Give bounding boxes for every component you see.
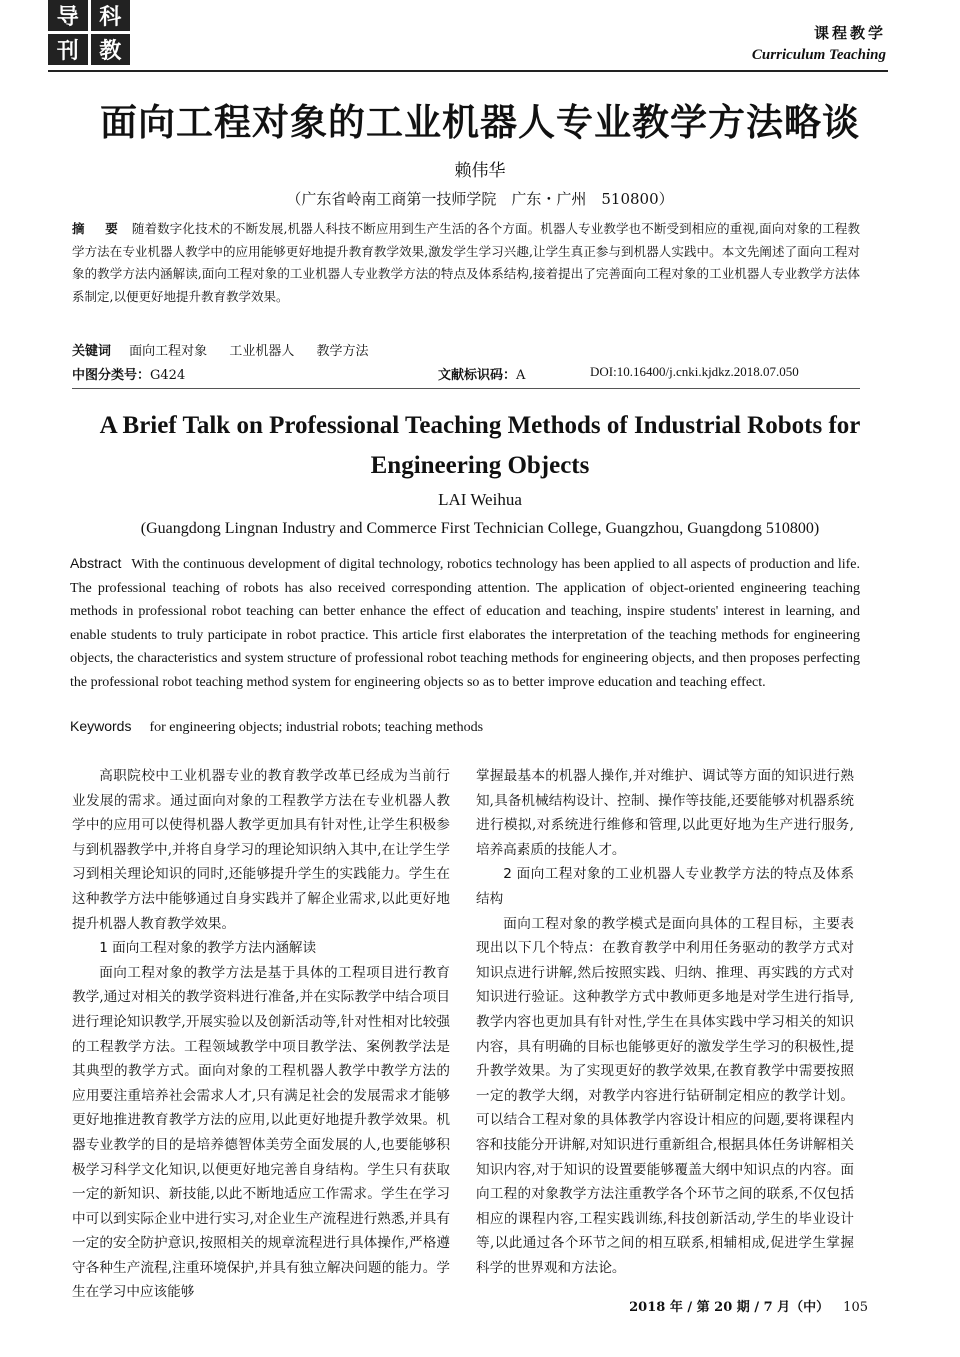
document-code (438, 364, 525, 383)
section-heading: 1 面向工程对象的教学方法内涵解读 (99, 940, 317, 957)
keywords-en (70, 718, 483, 736)
logo-char: 教 (91, 34, 131, 65)
issue-info: 2018 年 / 第 20 期 / 7 月（中） (629, 1300, 830, 1315)
body-paragraph: 面向工程对象的教学模式是面向具体的工程目标，主要表现出以下几个特点：在教育教学中利用任务驱动的教学方式对知识点进行讲解,然后按照实践、归纳、推理、再实践的方式对知识进行验证。这种教学方式中教师更多地是对学生进行指导,教学内容也更加具有针对性,学生在具体实践中学习相关的知识内容，具有明确的目标也能够更好的激发学生学习的积极性,提升教学效果。为了实现更好的教学效果,在教育教学中需要按照一定的教学大纲，对教学内容进行钻研制定相应的教学计划。可以结合工程对象的具体教学内容设计相应的问题,要将课程内容和技能分开讲解,对知识进行重新组合,根据具体任务讲解相关知识内容,对于知识的设置要能够覆盖大纲中知识点的内容。面向工程的对象教学方法注重教学各个环节之间的联系,不仅包括相应的课程内容,工程实践训练,科技创新活动,学生的毕业设计等,以此通过各个环节之间的相互联系,相辅相成,促进学生掌握科学的世界观和方法论。 (476, 915, 854, 1276)
body-paragraph: 高职院校中工业机器专业的教育教学改革已经成为当前行业发展的需求。通过面向对象的工程教学方法在专业机器人教学中的应用可以使得机器人教学更加具有针对性,让学生积极参与到机器教学中,并将自身学习的理论知识纳入其中,在让学生学习到相关理论知识的同时,还能够提升学生的实践能力。学生在这种教学方法中能够通过自身实践并了解企业需求,以此更好地提升机器人教育教学效果。 (72, 768, 450, 932)
header-rule (48, 70, 888, 72)
affiliation-cn: （广东省岭南工商第一技师学院 广东・广州 510800） (286, 190, 674, 208)
document-code-label: 文献标识码： (438, 368, 517, 383)
section-name-cn: 课程教学 (813, 24, 886, 42)
keyword-item: 工业机器人 (229, 344, 295, 359)
logo-char: 导 (48, 0, 88, 31)
article-title-cn: 面向工程对象的工业机器人专业教学方法略谈 (100, 101, 860, 144)
page-number: 105 (843, 1300, 868, 1315)
body-column-right (476, 764, 854, 1280)
classification-value: G424 (150, 368, 186, 383)
author-cn: 赖伟华 (454, 161, 506, 181)
abstract-en-text: With the continuous development of digital technology, robotics technology has been applied to all aspects of production and life. The professional teaching of robots has also received corresponding attention. The application of object-oriented engineering teaching methods in professional robot teaching can better enhance the effect of education and teaching, inspire students' interest in learning, and enable students to truly participate in robot practice. This article first elaborates the interpretation of the teaching methods for engineering objects, the characteristics and system structure of professional robot teaching methods for engineering objects, and then proposes perfecting the professional robot teaching method system for engineering objects so as to better improve education and teaching effect. (70, 557, 860, 690)
keyword-item: 教学方法 (316, 344, 369, 359)
classification-label: 中图分类号： (72, 368, 151, 383)
keywords-cn (72, 340, 386, 359)
keywords-en-label: Keywords (70, 718, 132, 734)
classification-number (72, 364, 185, 383)
body-column-left (72, 764, 450, 1305)
abstract-cn (72, 218, 860, 308)
abstract-cn-text: 随着数字化技术的不断发展,机器人科技不断应用到生产生活的各个方面。机器人专业教学也不断受到相应的重视,面向对象的工程教学方法在专业机器人教学中的应用能够更好地提升教育教学效果,激发学生学习兴趣,让学生真正参与到机器人实践中。本文先阐述了面向工程对象的教学方法内涵解读,面向工程对象的工业机器人专业教学方法的特点及体系结构,接着提出了完善面向工程对象的工业机器人专业教学方法体系制定,以便更好地提升教育教学效果。 (72, 221, 860, 304)
document-code-value: A (516, 368, 526, 383)
section-tag (752, 22, 886, 64)
abstract-cn-label: 摘 要 (72, 221, 122, 236)
logo-char: 刊 (48, 34, 88, 65)
journal-logo (48, 0, 130, 64)
keywords-cn-label: 关键词 (72, 344, 112, 359)
page-footer (629, 1296, 868, 1315)
doi: DOI:10.16400/j.cnki.kjdkz.2018.07.050 (590, 364, 799, 379)
affiliation-en: (Guangdong Lingnan Industry and Commerce First Technician College, Guangzhou, Guangdong 510800) (140, 520, 820, 537)
abstract-en-label: Abstract (70, 555, 122, 571)
section-name-en: Curriculum Teaching (751, 47, 886, 63)
keyword-item: 面向工程对象 (129, 344, 208, 359)
abstract-en (70, 552, 860, 694)
logo-char: 科 (91, 0, 131, 31)
author-en: LAI Weihua (438, 490, 522, 509)
body-paragraph: 掌握最基本的机器人操作,并对维护、调试等方面的知识进行熟知,具备机械结构设计、控制、操作等技能,还要能够对机器系统进行模拟,对系统进行维修和管理,以此更好地为生产进行服务,培养高素质的技能人才。 (476, 768, 854, 858)
section-heading: 2 面向工程对象的工业机器人专业教学方法的特点及体系结构 (476, 866, 854, 907)
body-paragraph: 面向工程对象的教学方法是基于具体的工程项目进行教育教学,通过对相关的教学资料进行准备,并在实际教学中结合项目进行理论知识教学,开展实验以及创新活动等,针对性相对比较强的工程教学方法。工程领域教学中项目教学法、案例教学法是其典型的教学方式。面向对象的工程机器人教学中教学方法的应用要注重培养社会需求人才,只有满足社会的发展需求才能够更好地推进教育教学方法的应用,以此更好地提升教学效果。机器专业教学的目的是培养德智体美劳全面发展的人,也要能够积极学习科学文化知识,以便更好地完善自身结构。学生只有获取一定的新知识、新技能,以此不断地适应工作需求。学生在学习中可以到实际企业中进行实习,对企业生产流程进行熟悉,并具有一定的安全防护意识,按照相关的规章流程进行具体操作,严格遵守各种生产流程,注重环境保护,并具有独立解决问题的能力。学生在学习中应该能够 (72, 964, 450, 1301)
article-title-en: A Brief Talk on Professional Teaching Methods of Industrial Robots for Engineering Objects (99, 412, 861, 479)
meta-divider (72, 388, 860, 389)
keywords-en-text: for engineering objects; industrial robots; teaching methods (149, 720, 484, 735)
